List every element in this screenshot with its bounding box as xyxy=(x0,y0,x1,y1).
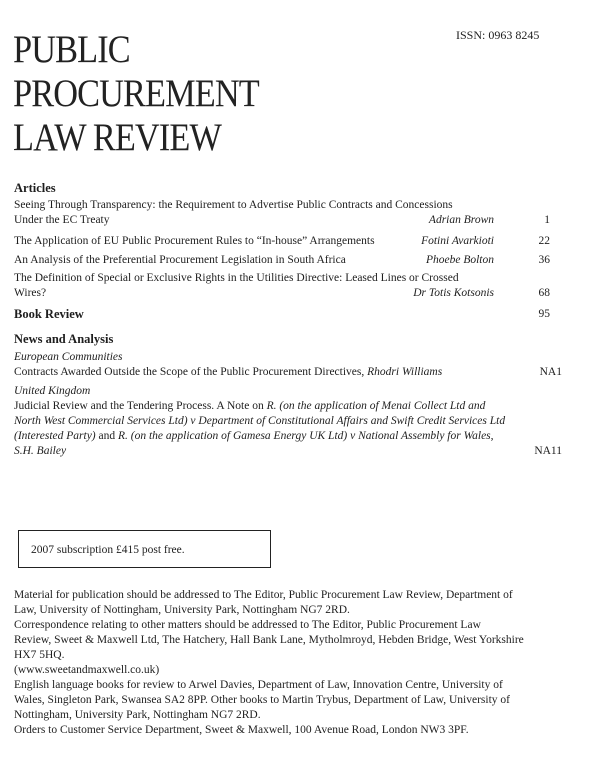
news-entry-ec[interactable] xyxy=(14,350,574,380)
title-line-2: PROCUREMENT xyxy=(13,72,259,115)
info-line[interactable]: (www.sweetandmaxwell.co.uk) xyxy=(14,664,160,676)
journal-title xyxy=(13,28,259,160)
info-line: HX7 5HQ. xyxy=(14,649,65,661)
info-line: Material for publication should be addressed to The Editor, Public Procurement Law Review, Department of xyxy=(14,589,513,601)
info-line: Review, Sweet & Maxwell Ltd, The Hatchery, Hall Bank Lane, Mytholmroyd, Hebden Bridge, West Yorkshire xyxy=(14,634,524,646)
article-author: Dr Totis Kotsonis xyxy=(413,287,494,299)
case-name: R. (on the application of Menai Collect Ltd and xyxy=(266,400,486,412)
news-title: Contracts Awarded Outside the Scope of the Public Procurement Directives, xyxy=(14,366,365,378)
subscription-text: 2007 subscription £415 post free. xyxy=(31,544,185,556)
book-review-heading: Book Review xyxy=(14,307,84,321)
case-name: (Interested Party) xyxy=(14,430,96,442)
info-line: Wales, Singleton Park, Swansea SA2 8PP. Other books to Martin Trybus, Department of Law, University of xyxy=(14,694,510,706)
info-line: Correspondence relating to other matters should be addressed to The Editor, Public Procurement Law xyxy=(14,619,481,631)
article-entry[interactable] xyxy=(14,253,574,268)
article-author: Adrian Brown xyxy=(428,214,494,226)
case-name: North West Commercial Services Ltd) v Department of Constitutional Affairs and Swift Credit Services Ltd xyxy=(14,415,506,427)
article-entry[interactable] xyxy=(14,271,574,301)
article-title-line: The Application of EU Public Procurement Rules to “In-house” Arrangements xyxy=(14,235,375,247)
article-page: 36 xyxy=(538,254,550,266)
news-heading: News and Analysis xyxy=(14,332,114,346)
info-line: Orders to Customer Service Department, Sweet & Maxwell, 100 Avenue Road, London NW3 3PF. xyxy=(14,724,469,736)
article-entry[interactable] xyxy=(14,198,574,228)
article-title-line: The Definition of Special or Exclusive Rights in the Utilities Directive: Leased Lines or Crossed xyxy=(14,272,459,284)
news-title-part: and xyxy=(95,430,118,442)
news-author: S.H. Bailey xyxy=(14,445,67,457)
news-title-part: Judicial Review and the Tendering Process. A Note on xyxy=(14,400,267,412)
news-page: NA11 xyxy=(534,445,562,457)
article-entry[interactable] xyxy=(14,234,574,249)
article-author: Phoebe Bolton xyxy=(425,254,494,266)
articles-heading: Articles xyxy=(14,181,56,195)
book-review-page: 95 xyxy=(538,308,550,320)
region-label: United Kingdom xyxy=(14,385,91,397)
info-line: Nottingham, University Park, Nottingham NG7 2RD. xyxy=(14,709,261,721)
region-label: European Communities xyxy=(14,351,123,363)
title-line-3: LAW REVIEW xyxy=(13,116,221,159)
news-author: Rhodri Williams xyxy=(367,366,443,378)
article-author: Fotini Avarkioti xyxy=(421,235,494,247)
info-line: Law, University of Nottingham, University Park, Nottingham NG7 2RD. xyxy=(14,604,350,616)
issn: ISSN: 0963 8245 xyxy=(456,28,540,42)
title-line-1: PUBLIC xyxy=(13,28,130,71)
article-title-line: Seeing Through Transparency: the Requirement to Advertise Public Contracts and Concessions xyxy=(14,199,453,211)
article-title-line: Under the EC Treaty xyxy=(14,214,110,226)
book-review-entry[interactable] xyxy=(14,307,574,322)
article-title-line: Wires? xyxy=(14,287,47,299)
news-page: NA1 xyxy=(539,366,562,378)
info-line: English language books for review to Arwel Davies, Department of Law, Innovation Centre, University of xyxy=(14,679,503,691)
article-page: 68 xyxy=(538,287,550,299)
article-page: 22 xyxy=(538,235,550,247)
publisher-info xyxy=(14,588,594,738)
news-entry-uk[interactable] xyxy=(14,384,574,459)
case-name: R. (on the application of Gamesa Energy UK Ltd) v National Assembly for Wales, xyxy=(118,430,494,442)
subscription-box xyxy=(18,530,271,568)
article-page: 1 xyxy=(544,214,550,226)
article-title-line: An Analysis of the Preferential Procurement Legislation in South Africa xyxy=(14,254,346,266)
